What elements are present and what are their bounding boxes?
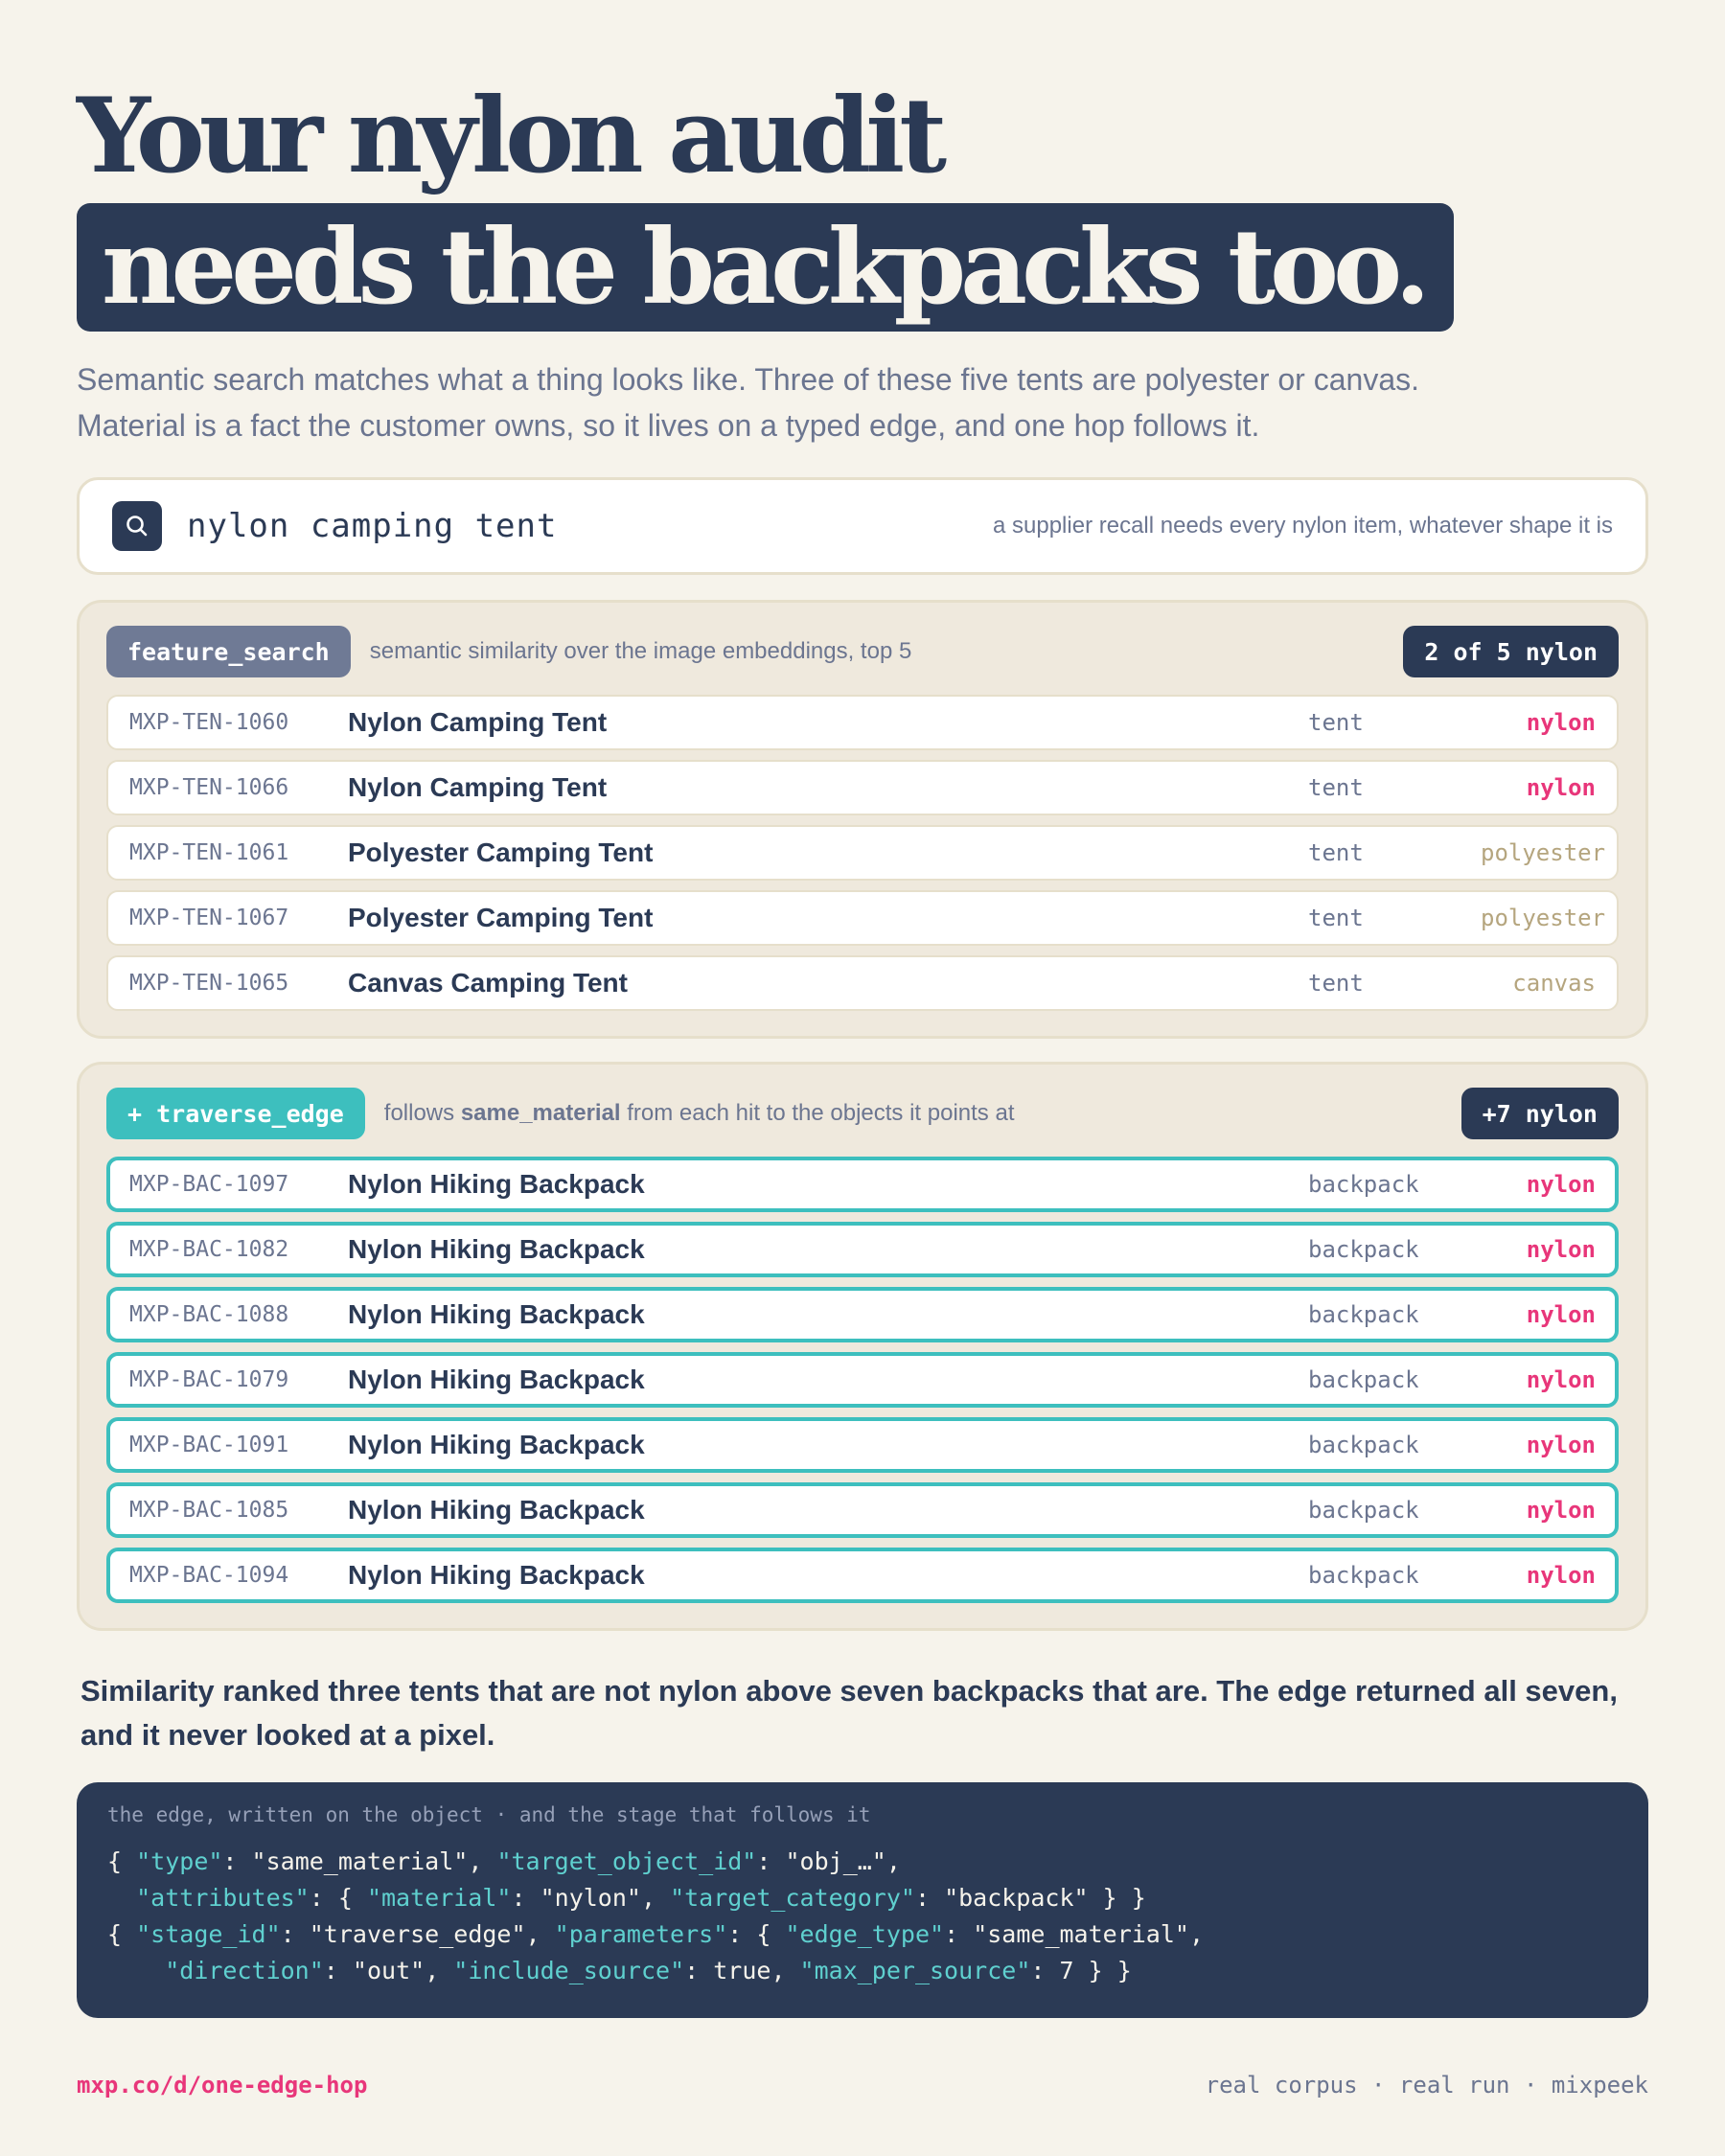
result-material: polyester — [1481, 839, 1606, 866]
result-name: Nylon Hiking Backpack — [348, 1560, 645, 1590]
result-name: Nylon Hiking Backpack — [348, 1430, 645, 1459]
traverse-edge-desc-edge: same_material — [460, 1100, 621, 1126]
headline-line-1: Your nylon audit — [77, 76, 942, 196]
traverse-edge-results — [106, 1157, 1619, 1603]
result-id: MXP-TEN-1060 — [129, 710, 289, 735]
code-line: { "stage_id": "traverse_edge", "parameters": { "edge_type": "same_material", — [107, 1920, 1205, 1948]
result-name: Nylon Camping Tent — [348, 772, 608, 802]
feature-search-panel — [77, 600, 1648, 1039]
result-name: Polyester Camping Tent — [348, 837, 654, 867]
result-category: backpack — [1308, 1562, 1419, 1589]
traverse-edge-description — [384, 1100, 1461, 1127]
result-id: MXP-BAC-1094 — [129, 1563, 289, 1588]
result-material: nylon — [1526, 1301, 1596, 1328]
result-category: tent — [1308, 905, 1364, 931]
result-row[interactable] — [106, 1352, 1619, 1408]
result-id: MXP-BAC-1091 — [129, 1433, 289, 1457]
result-category: backpack — [1308, 1171, 1419, 1198]
feature-search-count-badge: 2 of 5 nylon — [1403, 626, 1619, 677]
traverse-edge-desc-post: from each hit to the objects it points at — [627, 1100, 1015, 1126]
code-line: "attributes": { "material": "nylon", "target_category": "backpack" } } — [136, 1884, 1146, 1912]
result-row[interactable] — [106, 1222, 1619, 1277]
subtitle-line-2: Material is a fact the customer owns, so it lives on a typed edge, and one hop follows it. — [77, 408, 1260, 443]
result-material: nylon — [1526, 1497, 1596, 1524]
result-id: MXP-BAC-1085 — [129, 1498, 289, 1523]
feature-search-stage-pill: feature_search — [106, 626, 351, 677]
result-material: polyester — [1481, 905, 1606, 931]
code-line: "direction": "out", "include_source": true, "max_per_source": 7 } } — [165, 1957, 1132, 1984]
footer-credits: real corpus · real run · mixpeek — [1205, 2072, 1648, 2099]
result-name: Nylon Camping Tent — [348, 707, 608, 737]
traverse-edge-header — [106, 1088, 1619, 1139]
conclusion-line-2: and it never looked at a pixel. — [80, 1718, 495, 1752]
subtitle-line-1: Semantic search matches what a thing looks like. Three of these five tents are polyester or canvas. — [77, 362, 1419, 397]
result-row[interactable] — [106, 1157, 1619, 1212]
code-caption: the edge, written on the object · and the stage that follows it — [107, 1803, 871, 1826]
result-id: MXP-BAC-1088 — [129, 1302, 289, 1327]
result-id: MXP-BAC-1079 — [129, 1367, 289, 1392]
result-name: Nylon Hiking Backpack — [348, 1299, 645, 1329]
traverse-edge-panel — [77, 1062, 1648, 1631]
result-row[interactable] — [106, 1548, 1619, 1603]
result-material: nylon — [1526, 1236, 1596, 1263]
result-row[interactable] — [106, 695, 1619, 750]
result-category: backpack — [1308, 1497, 1419, 1524]
traverse-edge-desc-pre: follows — [383, 1100, 455, 1126]
result-id: MXP-BAC-1097 — [129, 1172, 289, 1197]
result-id: MXP-TEN-1061 — [129, 840, 289, 865]
result-row[interactable] — [106, 1287, 1619, 1342]
result-id: MXP-TEN-1066 — [129, 775, 289, 800]
result-material: nylon — [1526, 1432, 1596, 1458]
traverse-edge-count-badge: +7 nylon — [1461, 1088, 1619, 1139]
result-name: Nylon Hiking Backpack — [348, 1234, 645, 1264]
search-note: a supplier recall needs every nylon item, whatever shape it is — [993, 513, 1613, 539]
result-material: canvas — [1512, 970, 1596, 997]
code-block — [77, 1782, 1648, 2018]
result-row[interactable] — [106, 760, 1619, 815]
result-category: tent — [1308, 774, 1364, 801]
result-category: backpack — [1308, 1236, 1419, 1263]
result-material: nylon — [1526, 1366, 1596, 1393]
result-category: backpack — [1308, 1432, 1419, 1458]
search-icon[interactable] — [112, 501, 162, 551]
result-name: Nylon Hiking Backpack — [348, 1169, 645, 1199]
result-name: Nylon Hiking Backpack — [348, 1365, 645, 1394]
result-row[interactable] — [106, 955, 1619, 1011]
traverse-edge-stage-pill: + traverse_edge — [106, 1088, 365, 1139]
conclusion — [80, 1669, 1652, 1757]
footer-link[interactable]: mxp.co/d/one-edge-hop — [77, 2072, 368, 2099]
result-name: Polyester Camping Tent — [348, 903, 654, 932]
feature-search-results — [106, 695, 1619, 1011]
result-category: tent — [1308, 970, 1364, 997]
result-material: nylon — [1526, 709, 1596, 736]
result-row[interactable] — [106, 890, 1619, 946]
result-id: MXP-BAC-1082 — [129, 1237, 289, 1262]
feature-search-header — [106, 626, 1619, 677]
result-category: backpack — [1308, 1301, 1419, 1328]
result-category: tent — [1308, 839, 1364, 866]
result-material: nylon — [1526, 774, 1596, 801]
feature-search-description: semantic similarity over the image embeddings, top 5 — [369, 638, 912, 664]
result-name: Canvas Camping Tent — [348, 968, 628, 998]
result-id: MXP-TEN-1067 — [129, 906, 289, 930]
result-category: tent — [1308, 709, 1364, 736]
headline-line-2: needs the backpacks too. — [102, 207, 1425, 328]
search-box[interactable] — [77, 477, 1648, 575]
result-material: nylon — [1526, 1171, 1596, 1198]
result-name: Nylon Hiking Backpack — [348, 1495, 645, 1525]
result-row[interactable] — [106, 1417, 1619, 1473]
search-query[interactable]: nylon camping tent — [187, 507, 558, 545]
code-lines — [107, 1844, 1618, 1989]
subtitle — [77, 356, 1648, 448]
result-row[interactable] — [106, 1482, 1619, 1538]
result-id: MXP-TEN-1065 — [129, 971, 289, 996]
code-line: { "type": "same_material", "target_object_id": "obj_…", — [107, 1847, 901, 1875]
result-category: backpack — [1308, 1366, 1419, 1393]
result-material: nylon — [1526, 1562, 1596, 1589]
result-row[interactable] — [106, 825, 1619, 881]
headline-highlight — [77, 203, 1454, 332]
conclusion-line-1: Similarity ranked three tents that are not nylon above seven backpacks that are. The edge returned all seven, — [80, 1674, 1618, 1708]
